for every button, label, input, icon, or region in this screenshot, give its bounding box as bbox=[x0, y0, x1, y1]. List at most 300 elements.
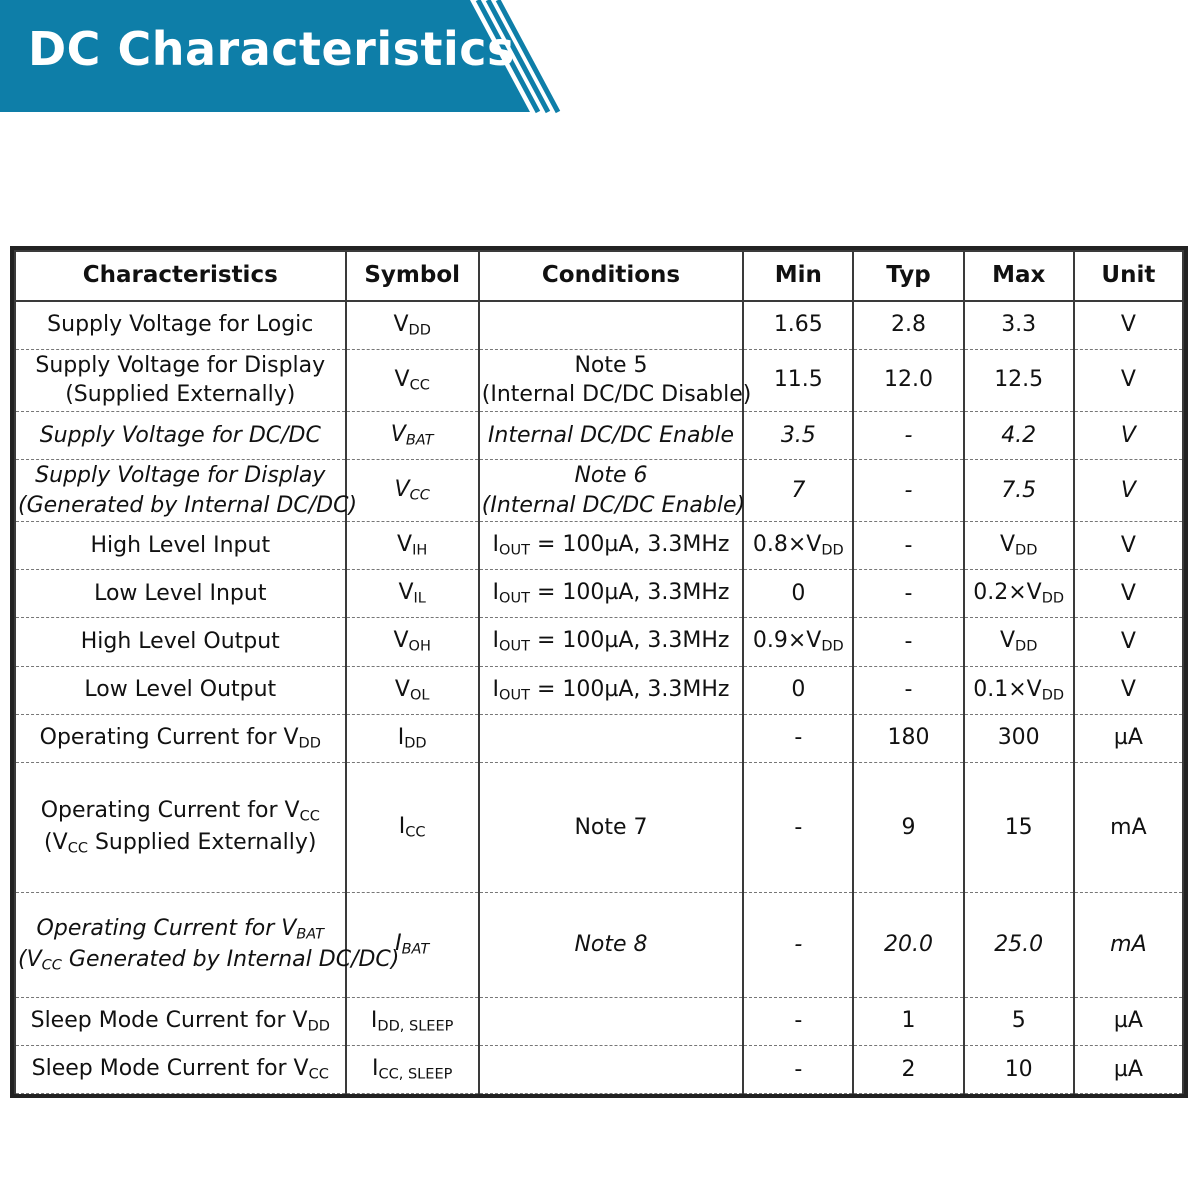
cell-unit-text: mA bbox=[1110, 814, 1147, 840]
symbol bbox=[395, 677, 430, 702]
cell-typ-text: 2.8 bbox=[891, 312, 926, 338]
cell-unit bbox=[1074, 522, 1183, 570]
table-body bbox=[15, 301, 1183, 1094]
condition-line-1 bbox=[482, 421, 740, 451]
cell-characteristics bbox=[15, 301, 346, 349]
cell-unit-text: µA bbox=[1113, 1056, 1143, 1082]
cell-conditions bbox=[479, 714, 743, 762]
cell-typ-text: - bbox=[904, 477, 913, 503]
cell-max-value bbox=[1001, 478, 1036, 503]
cell-typ-text: 2 bbox=[901, 1056, 916, 1082]
cell-min bbox=[743, 666, 853, 714]
symbol bbox=[398, 725, 427, 750]
cell-typ-text: 9 bbox=[901, 814, 916, 840]
header-unit: Unit bbox=[1074, 251, 1183, 301]
characteristic-text: Supply Voltage for Logic bbox=[47, 312, 314, 338]
cell-typ bbox=[853, 997, 963, 1045]
header-typ: Typ bbox=[853, 251, 963, 301]
cell-typ-text: - bbox=[904, 677, 913, 703]
symbol bbox=[395, 367, 430, 392]
cell-min-value bbox=[791, 478, 805, 503]
cell-min bbox=[743, 1045, 853, 1093]
cell-unit-text: µA bbox=[1113, 1008, 1143, 1034]
cell-unit-text: V bbox=[1120, 581, 1136, 607]
cell-min-value bbox=[794, 815, 802, 840]
symbol-subscript: OL bbox=[409, 687, 430, 704]
cell-unit-text: V bbox=[1120, 367, 1136, 393]
symbol bbox=[391, 422, 434, 447]
condition-subscript: OUT bbox=[499, 590, 530, 607]
condition-text-rest: = 100µA, 3.3MHz bbox=[529, 628, 730, 654]
table-row bbox=[15, 349, 1183, 411]
cell-unit bbox=[1074, 893, 1183, 997]
cell-max-text: 7.5 bbox=[1001, 477, 1037, 503]
table-row bbox=[15, 893, 1183, 997]
cell-unit bbox=[1074, 459, 1183, 521]
cell-max bbox=[964, 411, 1074, 459]
characteristic-text: High Level Input bbox=[90, 532, 271, 558]
condition-text-rest: = 100µA, 3.3MHz bbox=[529, 532, 730, 558]
cell-max-value bbox=[1005, 815, 1033, 840]
symbol-letter: I bbox=[371, 1055, 379, 1081]
cell-symbol bbox=[346, 714, 479, 762]
cell-typ-text: - bbox=[904, 422, 913, 448]
cell-max-text: 5 bbox=[1011, 1008, 1026, 1034]
condition-text-2: (Internal DC/DC Disable) bbox=[481, 382, 752, 408]
cell-characteristics bbox=[15, 714, 346, 762]
symbol-subscript: CC bbox=[409, 487, 430, 504]
symbol-letter: V bbox=[393, 311, 409, 337]
cell-max-text: 4.2 bbox=[1001, 422, 1037, 448]
table-row bbox=[15, 762, 1183, 892]
characteristic-line-1 bbox=[18, 351, 343, 381]
cell-min-text: - bbox=[794, 1056, 803, 1082]
symbol-subscript: IH bbox=[412, 542, 428, 559]
cell-typ-value bbox=[905, 478, 913, 503]
cell-max bbox=[964, 522, 1074, 570]
cell-unit bbox=[1074, 618, 1183, 666]
cell-max bbox=[964, 459, 1074, 521]
cell-unit bbox=[1074, 1045, 1183, 1093]
cell-max-text: 0.2×V bbox=[973, 580, 1042, 606]
symbol-letter: V bbox=[394, 476, 410, 502]
cell-max bbox=[964, 618, 1074, 666]
symbol bbox=[398, 580, 425, 605]
cell-symbol bbox=[346, 459, 479, 521]
condition-text: I bbox=[492, 676, 500, 702]
cell-max-text: 12.5 bbox=[994, 367, 1044, 393]
cell-typ bbox=[853, 1045, 963, 1093]
characteristic-text-2: (Supplied Externally) bbox=[65, 382, 296, 408]
cell-max-subscript: DD bbox=[1041, 590, 1065, 607]
characteristic-text: Low Level Output bbox=[84, 677, 277, 703]
cell-max-value bbox=[994, 367, 1043, 392]
condition-text: I bbox=[492, 532, 500, 558]
characteristic-line-1 bbox=[18, 627, 343, 657]
cell-max-value bbox=[1005, 1057, 1033, 1082]
cell-typ bbox=[853, 301, 963, 349]
cell-min-text: - bbox=[794, 1008, 803, 1034]
cell-max-value bbox=[973, 677, 1064, 702]
cell-min-text: 7 bbox=[791, 477, 806, 503]
cell-typ bbox=[853, 762, 963, 892]
cell-max-subscript: DD bbox=[1041, 687, 1065, 704]
cell-typ-value bbox=[888, 725, 930, 750]
cell-conditions bbox=[479, 1045, 743, 1093]
cell-typ-value bbox=[891, 312, 926, 337]
cell-unit-value bbox=[1114, 725, 1143, 750]
cell-typ-value bbox=[884, 932, 933, 957]
symbol-subscript: BAT bbox=[405, 432, 434, 449]
symbol-letter: V bbox=[393, 628, 409, 654]
header-symbol: Symbol bbox=[346, 251, 479, 301]
characteristic-line-1 bbox=[18, 421, 343, 451]
symbol bbox=[393, 312, 430, 337]
cell-unit-value bbox=[1114, 1008, 1143, 1033]
characteristic-line-1 bbox=[18, 579, 343, 609]
cell-min bbox=[743, 762, 853, 892]
symbol-letter: V bbox=[397, 532, 413, 558]
cell-max-text: 0.1×V bbox=[973, 676, 1042, 702]
cell-symbol bbox=[346, 666, 479, 714]
cell-max-text: 3.3 bbox=[1001, 312, 1037, 338]
table-row bbox=[15, 570, 1183, 618]
cell-typ-value bbox=[902, 1057, 916, 1082]
table-row bbox=[15, 459, 1183, 521]
cell-typ bbox=[853, 459, 963, 521]
cell-unit-value bbox=[1121, 312, 1136, 337]
condition-line-1 bbox=[482, 626, 740, 657]
cell-conditions bbox=[479, 762, 743, 892]
characteristic-subscript-2: CC bbox=[67, 840, 88, 857]
dc-characteristics-sheet bbox=[10, 246, 1188, 1098]
condition-line-2 bbox=[481, 491, 746, 521]
cell-symbol bbox=[346, 570, 479, 618]
symbol-subscript: DD, SLEEP bbox=[377, 1018, 454, 1035]
cell-characteristics bbox=[15, 349, 346, 411]
cell-characteristics bbox=[15, 618, 346, 666]
characteristic-line-1 bbox=[18, 723, 343, 754]
characteristic-text: Operating Current for V bbox=[36, 915, 297, 941]
cell-min-value bbox=[794, 1008, 802, 1033]
cell-min-value bbox=[774, 312, 823, 337]
cell-typ-value bbox=[905, 581, 913, 606]
cell-symbol bbox=[346, 411, 479, 459]
cell-unit bbox=[1074, 301, 1183, 349]
table-row bbox=[15, 714, 1183, 762]
condition-subscript: OUT bbox=[499, 687, 530, 704]
cell-typ-text: 180 bbox=[887, 725, 930, 751]
cell-max bbox=[964, 1045, 1074, 1093]
cell-symbol bbox=[346, 762, 479, 892]
characteristic-line-1 bbox=[18, 675, 343, 705]
condition-subscript: OUT bbox=[499, 542, 530, 559]
cell-max-text: 300 bbox=[997, 725, 1040, 751]
symbol bbox=[372, 1056, 452, 1081]
cell-typ bbox=[853, 893, 963, 997]
cell-min-value bbox=[794, 725, 802, 750]
characteristic-line-1 bbox=[18, 1006, 343, 1037]
symbol-subscript: DD bbox=[404, 735, 427, 752]
condition-text-rest: = 100µA, 3.3MHz bbox=[529, 676, 730, 702]
cell-characteristics bbox=[15, 570, 346, 618]
header-max: Max bbox=[964, 251, 1074, 301]
condition-text: I bbox=[492, 580, 500, 606]
cell-min bbox=[743, 522, 853, 570]
cell-typ bbox=[853, 570, 963, 618]
characteristic-subscript: CC bbox=[308, 1066, 329, 1083]
symbol-letter: V bbox=[390, 421, 406, 447]
condition-line-2 bbox=[481, 380, 752, 410]
symbol-letter: V bbox=[394, 366, 410, 392]
cell-max bbox=[964, 893, 1074, 997]
condition-line-1 bbox=[482, 930, 740, 960]
cell-min-value bbox=[794, 1057, 802, 1082]
cell-unit-value bbox=[1121, 423, 1136, 448]
cell-min-value bbox=[753, 532, 844, 557]
cell-unit-value bbox=[1121, 533, 1136, 558]
cell-conditions bbox=[479, 301, 743, 349]
cell-typ-value bbox=[884, 367, 933, 392]
cell-unit-text: V bbox=[1120, 629, 1136, 655]
cell-characteristics bbox=[15, 459, 358, 521]
cell-min-text: 0 bbox=[791, 677, 806, 703]
cell-typ-text: 1 bbox=[901, 1008, 916, 1034]
characteristic-line-2 bbox=[18, 380, 343, 410]
characteristic-line-2 bbox=[18, 491, 358, 521]
condition-line-1 bbox=[482, 578, 740, 609]
condition-line-1 bbox=[482, 461, 740, 491]
cell-min-value bbox=[791, 581, 805, 606]
cell-typ bbox=[853, 522, 963, 570]
cell-unit-text: V bbox=[1120, 312, 1136, 338]
cell-max bbox=[964, 762, 1074, 892]
cell-max bbox=[964, 570, 1074, 618]
symbol-letter: I bbox=[395, 931, 402, 957]
characteristic-text: Supply Voltage for Display bbox=[35, 462, 326, 488]
cell-unit bbox=[1074, 997, 1183, 1045]
cell-max-subscript: DD bbox=[1015, 639, 1038, 656]
symbol-subscript: DD bbox=[408, 322, 431, 339]
characteristic-subscript: DD bbox=[307, 1018, 330, 1035]
cell-unit-value bbox=[1121, 581, 1136, 606]
cell-max-text: V bbox=[999, 628, 1016, 654]
table-row bbox=[15, 1045, 1183, 1093]
characteristic-line-1 bbox=[18, 310, 343, 340]
cell-min-text: 0 bbox=[791, 581, 806, 607]
cell-typ-text: - bbox=[904, 532, 913, 558]
symbol-letter: V bbox=[394, 676, 410, 702]
symbol-letter: I bbox=[370, 1007, 378, 1033]
cell-conditions bbox=[479, 570, 743, 618]
cell-symbol bbox=[346, 997, 479, 1045]
cell-conditions bbox=[479, 618, 743, 666]
condition-text-2: (Internal DC/DC Enable) bbox=[481, 492, 746, 518]
cell-max-value bbox=[1001, 312, 1036, 337]
cell-symbol bbox=[346, 349, 479, 411]
table-row bbox=[15, 301, 1183, 349]
cell-typ bbox=[853, 349, 963, 411]
cell-typ-value bbox=[902, 1008, 916, 1033]
characteristic-line-1 bbox=[18, 914, 343, 945]
cell-unit-value bbox=[1114, 1057, 1143, 1082]
characteristic-text: Operating Current for V bbox=[39, 724, 299, 750]
cell-typ bbox=[853, 618, 963, 666]
cell-min bbox=[743, 893, 853, 997]
characteristic-text: Sleep Mode Current for V bbox=[30, 1007, 308, 1033]
cell-characteristics bbox=[15, 1045, 346, 1093]
cell-min-value bbox=[774, 367, 823, 392]
cell-typ-value bbox=[905, 423, 913, 448]
cell-conditions bbox=[479, 666, 743, 714]
characteristic-line-1 bbox=[18, 531, 343, 561]
cell-characteristics bbox=[15, 997, 346, 1045]
cell-min bbox=[743, 997, 853, 1045]
cell-typ-value bbox=[905, 533, 913, 558]
cell-max-text: 10 bbox=[1004, 1056, 1033, 1082]
condition-text: I bbox=[492, 628, 500, 654]
cell-min-text: 1.65 bbox=[773, 312, 823, 338]
cell-typ-value bbox=[905, 629, 913, 654]
cell-conditions bbox=[479, 349, 752, 411]
cell-conditions bbox=[479, 522, 743, 570]
table-row bbox=[15, 666, 1183, 714]
cell-max-value bbox=[1000, 532, 1037, 557]
cell-unit-text: V bbox=[1120, 477, 1136, 503]
cell-characteristics bbox=[15, 522, 346, 570]
table-row bbox=[15, 411, 1183, 459]
condition-text: Internal DC/DC Enable bbox=[487, 422, 735, 448]
characteristic-text: Supply Voltage for Display bbox=[35, 352, 326, 378]
cell-min bbox=[743, 714, 853, 762]
characteristic-text-2: (Generated by Internal DC/DC) bbox=[18, 492, 358, 518]
symbol bbox=[393, 628, 431, 656]
characteristic-text-2: (V bbox=[18, 946, 42, 972]
cell-max-value bbox=[1012, 1008, 1026, 1033]
cell-min-text: 0.8×V bbox=[752, 532, 822, 558]
cell-min bbox=[743, 301, 853, 349]
cell-min bbox=[743, 349, 853, 411]
symbol-subscript: BAT bbox=[401, 941, 430, 958]
cell-min bbox=[743, 411, 853, 459]
symbol bbox=[397, 532, 427, 557]
cell-conditions bbox=[479, 893, 743, 997]
cell-max-text: V bbox=[999, 532, 1016, 558]
cell-unit-text: µA bbox=[1113, 725, 1143, 751]
cell-unit-value bbox=[1121, 677, 1136, 702]
cell-max bbox=[964, 714, 1074, 762]
condition-line-1 bbox=[482, 813, 740, 843]
condition-text: Note 8 bbox=[574, 932, 648, 958]
cell-typ-text: - bbox=[904, 581, 913, 607]
characteristic-line-1 bbox=[18, 1054, 343, 1085]
dc-characteristics-table bbox=[14, 250, 1184, 1094]
header-characteristics: Characteristics bbox=[15, 251, 346, 301]
symbol bbox=[395, 931, 429, 956]
cell-min bbox=[743, 618, 853, 666]
cell-max bbox=[964, 666, 1074, 714]
characteristic-text: Sleep Mode Current for V bbox=[31, 1055, 309, 1081]
cell-characteristics bbox=[15, 762, 346, 892]
cell-unit-value bbox=[1110, 815, 1146, 840]
symbol bbox=[395, 477, 430, 502]
characteristic-text-2: (V bbox=[44, 829, 68, 855]
condition-text: Note 7 bbox=[574, 814, 648, 840]
characteristic-text: Low Level Input bbox=[94, 581, 267, 607]
symbol-subscript: OH bbox=[408, 639, 431, 656]
characteristic-line-2 bbox=[18, 945, 400, 976]
title-banner bbox=[0, 0, 560, 112]
cell-min-value bbox=[752, 628, 844, 656]
cell-unit-value bbox=[1121, 629, 1136, 654]
symbol-letter: I bbox=[398, 813, 406, 839]
cell-max-value bbox=[973, 580, 1064, 605]
table-row bbox=[15, 997, 1183, 1045]
table-header-row bbox=[15, 251, 1183, 301]
condition-text-rest: = 100µA, 3.3MHz bbox=[529, 580, 730, 606]
characteristic-text-2-rest: Supplied Externally) bbox=[87, 829, 317, 855]
characteristic-text-2-rest: Generated by Internal DC/DC) bbox=[61, 946, 400, 972]
table-row bbox=[15, 522, 1183, 570]
cell-min-text: 11.5 bbox=[773, 367, 823, 393]
table-row bbox=[15, 618, 1183, 666]
cell-max bbox=[964, 349, 1074, 411]
characteristic-line-1 bbox=[18, 796, 343, 827]
cell-unit bbox=[1074, 666, 1183, 714]
cell-conditions bbox=[479, 411, 743, 459]
cell-max-text: 25.0 bbox=[994, 932, 1044, 958]
cell-unit-value bbox=[1121, 478, 1136, 503]
cell-typ bbox=[853, 411, 963, 459]
cell-min-text: - bbox=[794, 814, 803, 840]
symbol-subscript: CC bbox=[405, 824, 426, 841]
cell-unit-value bbox=[1110, 932, 1146, 957]
condition-line-1 bbox=[482, 675, 740, 706]
cell-characteristics bbox=[15, 666, 346, 714]
cell-typ-text: 20.0 bbox=[884, 932, 933, 958]
cell-characteristics bbox=[15, 411, 346, 459]
cell-min-value bbox=[791, 677, 805, 702]
cell-min-subscript: DD bbox=[821, 542, 844, 559]
cell-typ bbox=[853, 666, 963, 714]
characteristic-subscript: CC bbox=[299, 808, 320, 825]
characteristic-subscript: BAT bbox=[296, 926, 325, 943]
cell-max-text: 15 bbox=[1004, 814, 1033, 840]
cell-min-text: 0.9×V bbox=[752, 628, 822, 654]
cell-symbol bbox=[346, 522, 479, 570]
symbol-subscript: CC bbox=[409, 377, 430, 394]
cell-max-value bbox=[999, 628, 1038, 656]
cell-unit-text: V bbox=[1120, 532, 1136, 558]
cell-symbol bbox=[346, 301, 479, 349]
characteristic-subscript-2: CC bbox=[41, 957, 62, 974]
characteristic-text: Supply Voltage for DC/DC bbox=[39, 422, 321, 448]
cell-min bbox=[743, 459, 853, 521]
cell-conditions bbox=[479, 997, 743, 1045]
cell-typ-value bbox=[905, 677, 913, 702]
cell-min-text: - bbox=[794, 932, 803, 958]
page-title: DC Characteristics bbox=[28, 22, 515, 76]
cell-typ bbox=[853, 714, 963, 762]
cell-max bbox=[964, 301, 1074, 349]
cell-unit-text: mA bbox=[1110, 932, 1147, 958]
cell-unit bbox=[1074, 714, 1183, 762]
cell-min-value bbox=[781, 423, 816, 448]
cell-characteristics bbox=[15, 893, 400, 997]
cell-min-text: - bbox=[794, 725, 803, 751]
characteristic-text: Operating Current for V bbox=[40, 798, 300, 824]
condition-text: Note 6 bbox=[574, 462, 648, 488]
